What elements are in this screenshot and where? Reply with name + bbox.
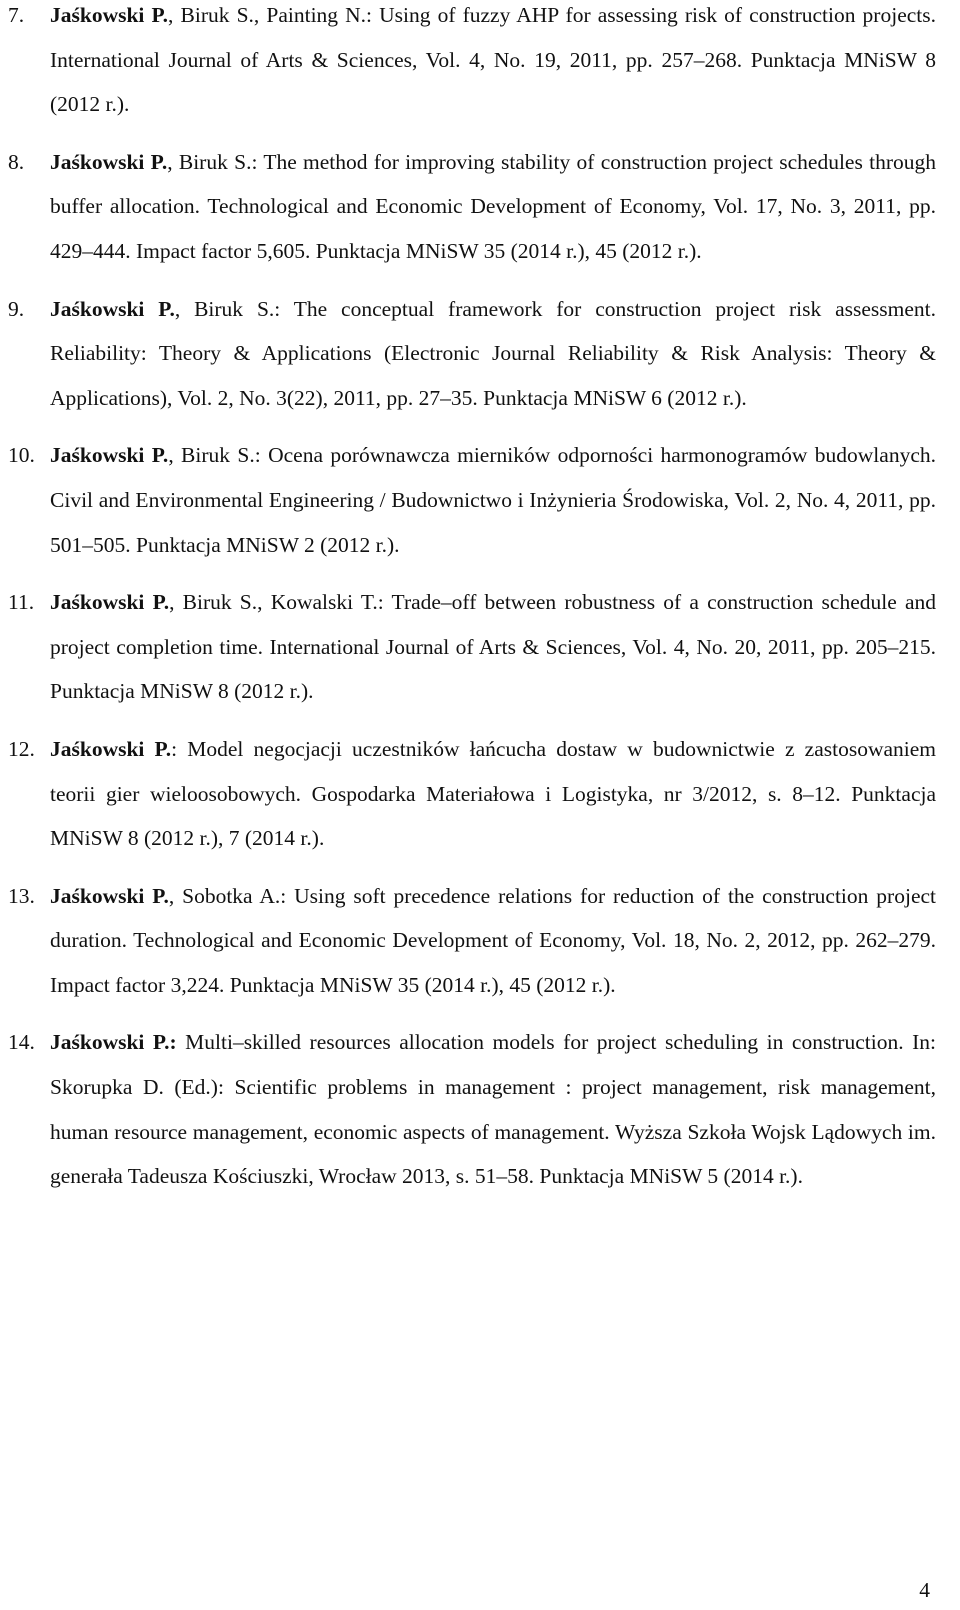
entry-number: 8.: [8, 149, 25, 174]
entry-number: 12.: [8, 736, 35, 761]
entry-author: Jaśkowski P.: [50, 296, 175, 321]
entry-author: Jaśkowski P.: [50, 883, 169, 908]
entry-number: 10.: [8, 443, 35, 468]
entry-number: 7.: [8, 3, 25, 27]
publication-entry: [8, 140, 936, 274]
entry-author: Jaśkowski P.: [50, 3, 169, 27]
publication-entry: [8, 0, 936, 127]
publication-list: [8, 0, 936, 1212]
entry-citation: [50, 1020, 936, 1198]
publication-entry: [8, 287, 936, 421]
publication-entry: [8, 727, 936, 861]
entry-number: 13.: [8, 883, 35, 908]
entry-author: Jaśkowski P.:: [50, 1030, 177, 1055]
entry-citation: [50, 433, 936, 567]
entry-details: Multi–skilled resources allocation models for project scheduling in construction. In: Skorupka D. (Ed.): Scientific problems in management : project management, risk management, human resource management, economic aspects of management. Wyższa Szkoła Wojsk Lądowych im. generała Tadeusza Kościuszki, Wrocław 2013, s. 51–58. Punktacja MNiSW 5 (2014 r.).: [50, 1030, 936, 1189]
entry-author: Jaśkowski P.: [50, 590, 170, 615]
entry-citation: [50, 140, 936, 274]
entry-citation: [50, 580, 936, 714]
entry-citation: [50, 287, 936, 421]
entry-details: : Model negocjacji uczestników łańcucha dostaw w budownictwie z zastosowaniem teorii gier wieloosobowych. Gospodarka Materiałowa i Logistyka, nr 3/2012, s. 8–12. Punktacja MNiSW 8 (2012 r.), 7 (2014 r.).: [50, 736, 937, 851]
entry-details: , Biruk S.: The method for improving stability of construction project schedules through buffer allocation. Technological and Economic Development of Economy, Vol. 17, No. 3, 2011, pp. 429–444. Impact factor 5,605. Punktacja MNiSW 35 (2014 r.), 45 (2012 r.).: [50, 149, 936, 263]
publication-entry: [8, 874, 936, 1008]
entry-details: , Biruk S., Painting N.: Using of fuzzy AHP for assessing risk of construction projects. International Journal of Arts & Sciences, Vol. 4, No. 19, 2011, pp. 257–268. Punktacja MNiSW 8 (2012 r.).: [50, 3, 936, 117]
publication-entry: [8, 580, 936, 714]
entry-author: Jaśkowski P.: [50, 443, 169, 468]
publication-entry: [8, 1020, 936, 1198]
entry-details: , Biruk S., Kowalski T.: Trade–off between robustness of a construction schedule and project completion time. International Journal of Arts & Sciences, Vol. 4, No. 20, 2011, pp. 205–215. Punktacja MNiSW 8 (2012 r.).: [50, 590, 936, 704]
entry-author: Jaśkowski P.: [50, 736, 172, 761]
entry-details: , Sobotka A.: Using soft precedence relations for reduction of the construction project duration. Technological and Economic Development of Economy, Vol. 18, No. 2, 2012, pp. 262–279. Impact factor 3,224. Punktacja MNiSW 35 (2014 r.), 45 (2012 r.).: [50, 883, 936, 997]
entry-details: , Biruk S.: The conceptual framework for construction project risk assessment. Reliability: Theory & Applications (Electronic Journal Reliability & Risk Analysis: Theory & Applications), Vol. 2, No. 3(22), 2011, pp. 27–35. Punktacja MNiSW 6 (2012 r.).: [50, 296, 936, 410]
entry-number: 14.: [8, 1030, 35, 1055]
entry-number: 9.: [8, 296, 25, 321]
page-number: 4: [919, 1578, 930, 1602]
publication-entry: [8, 433, 936, 567]
entry-citation: [50, 874, 936, 1008]
entry-citation: [50, 0, 936, 127]
entry-number: 11.: [8, 590, 35, 615]
entry-details: , Biruk S.: Ocena porównawcza mierników odporności harmonogramów budowlanych. Civil and Environmental Engineering / Budownictwo i Inżynieria Środowiska, Vol. 2, No. 4, 2011, pp. 501–505. Punktacja MNiSW 2 (2012 r.).: [50, 443, 936, 557]
entry-citation: [50, 727, 936, 861]
entry-author: Jaśkowski P.: [50, 149, 168, 174]
